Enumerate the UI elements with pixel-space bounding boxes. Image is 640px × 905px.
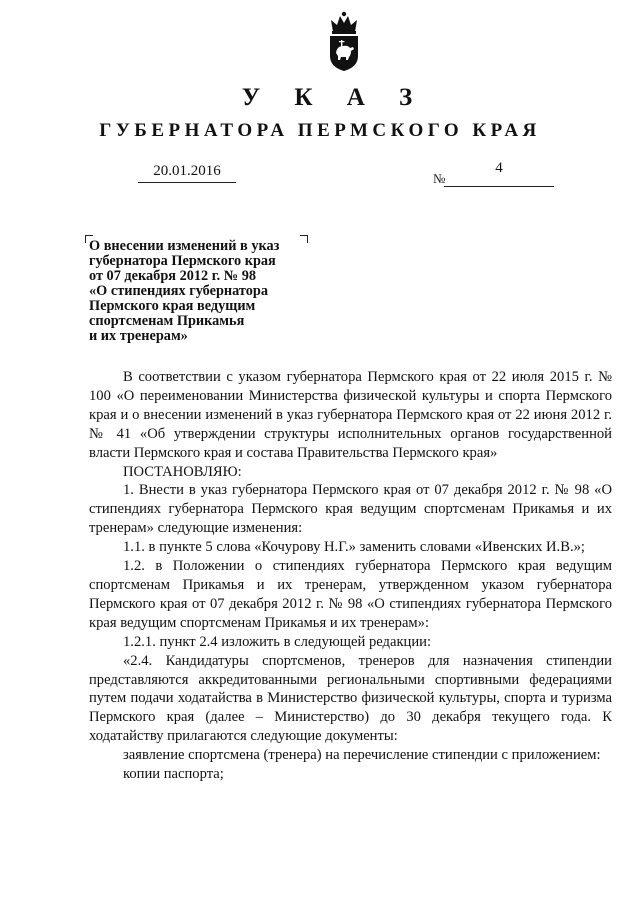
subject-line: губернатора Пермского края: [89, 253, 276, 269]
paragraph-item-1: 1. Внести в указ губернатора Пермского края от 07 декабря 2012 г. № 98 «О стипендиях губернатора Пермского края ведущим спортсменам Прикамья и их тренерам» следующие изменения:: [89, 482, 612, 537]
decree-subject: [89, 239, 319, 344]
document-title: У К А З: [241, 84, 427, 111]
decree-date: 20.01.2016: [138, 163, 236, 183]
subject-line: Пермского края ведущим: [89, 298, 256, 314]
paragraph-preamble: В соответствии с указом губернатора Пермского края от 22 июля 2015 г. № 100 «О переименовании Министерства физической культуры и спорта Пермского края и о внесении изменений в указ губернатора Пермского края от 22 июня 2012 г. № 41 «Об утверждении структуры исполнительных органов государственной власти Пермского края и состава Правительства Пермского края»: [89, 369, 612, 461]
paragraph-passport: копии паспорта;: [123, 766, 224, 783]
subject-line: и их тренерам»: [89, 328, 188, 344]
paragraph-item-1-2-1: 1.2.1. пункт 2.4 изложить в следующей редакции:: [123, 633, 432, 650]
paragraph-application: заявление спортсмена (тренера) на перечисление стипендии с приложением:: [123, 747, 601, 764]
document-subtitle: ГУБЕРНАТОРА ПЕРМСКОГО КРАЯ: [99, 120, 541, 141]
paragraph-item-2-4: «2.4. Кандидатуры спортсменов, тренеров для назначения стипендии представляются аккредитованными региональными спортивными федерациями путем подачи ходатайства в Министерство физической культуры, спорта и туризма Пермского края (далее – Министерство) до 30 декабря текущего года. К ходатайству прилагаются следующие документы:: [89, 652, 612, 745]
paragraph-item-1-2: 1.2. в Положении о стипендиях губернатора Пермского края ведущим спортсменам Прикамья и их тренерам, утвержденном указом губернатора Пермского края от 07 декабря 2012 г. № 98 «О стипендиях губернатора Пермского края ведущим спортсменам Прикамья и их тренерам»:: [89, 558, 612, 631]
decree-number: 4: [444, 160, 554, 187]
subject-line: спортсменам Прикамья: [89, 313, 245, 329]
decree-body: [89, 368, 612, 784]
perm-krai-coat-of-arms-icon: [326, 10, 362, 72]
subject-line: от 07 декабря 2012 г. № 98: [89, 268, 257, 284]
paragraph-item-1-1: 1.1. в пункте 5 слова «Кочурову Н.Г.» заменить словами «Ивенских И.В.»;: [123, 539, 585, 556]
decree-number-label: №: [433, 171, 446, 186]
subject-line: О внесении изменений в указ: [89, 238, 280, 254]
subject-line: «О стипендиях губернатора: [89, 283, 269, 299]
paragraph-resolve: ПОСТАНОВЛЯЮ:: [123, 463, 242, 480]
